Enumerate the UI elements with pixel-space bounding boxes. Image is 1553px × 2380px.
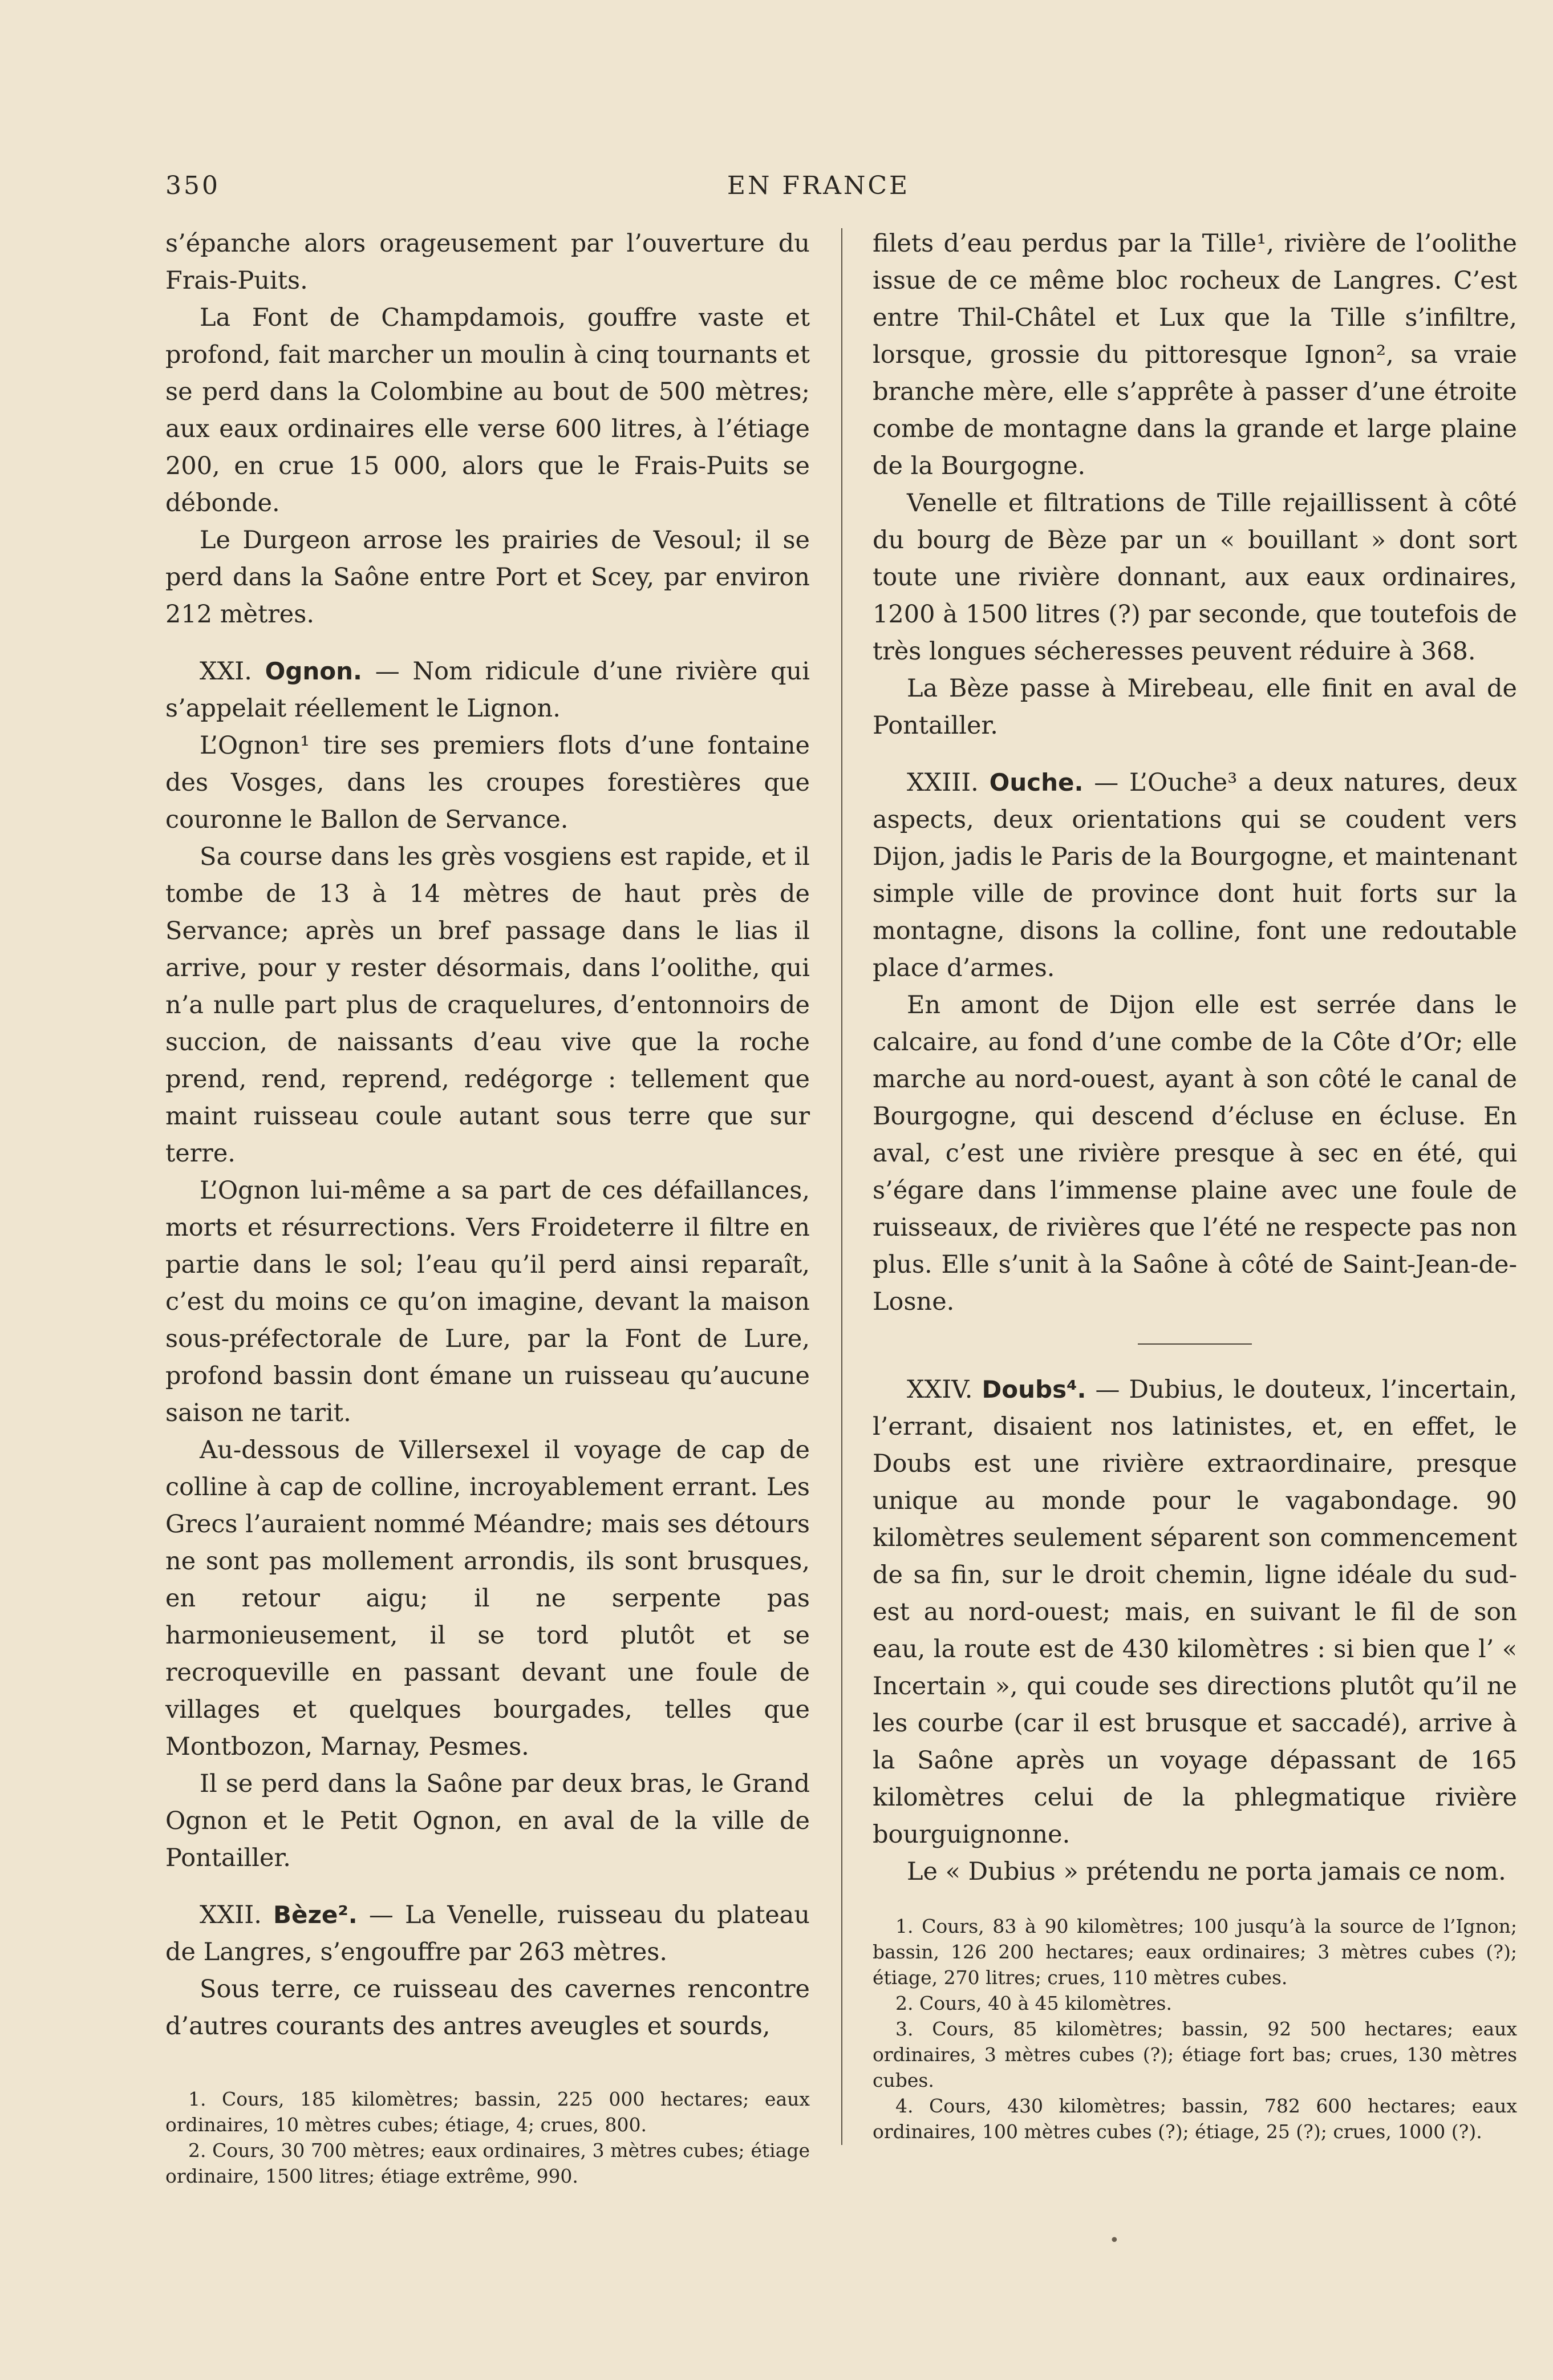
footnote: 2. Cours, 30 700 mètres; eaux ordinaires, 3 mètres cubes; étiage ordinaire, 1500 litres; étiage extrême, 990. [165,2139,810,2187]
paragraph: Venelle et filtrations de Tille rejaillissent à côté du bourg de Bèze par un « bouillant » dont sort toute une rivière donnant, aux eaux ordinaires, 1200 à 1500 litres (?) par seconde, que toutefois de très longues sécheresses peuvent réduire à 368. [873,489,1517,666]
footnote: 3. Cours, 85 kilomètres; bassin, 92 500 hectares; eaux ordinaires, 3 mètres cubes (?); étiage fort bas; crues, 130 mètres cubes. [873,2018,1517,2091]
section-title: Ognon. [265,657,363,685]
section-xxi [165,653,810,727]
section-number: XXIII. [907,768,979,797]
footnotes [873,1913,1517,2144]
section-text: — L’Ouche³ a deux natures, deux aspects, deux orientations qui se coudent vers Dijon, jadis le Paris de la Bourgogne, et maintenant simple ville de province dont huit forts sur la montagne, disons la colline, font une redoutable place d’armes. [873,768,1517,982]
paragraph: s’épanche alors orageusement par l’ouverture du Frais-Puits. [165,229,810,295]
section-number: XXII. [200,1901,262,1929]
section-text: — Dubius, le douteux, l’incertain, l’errant, disaient nos latinistes, et, en effet, le Doubs est une rivière extraordinaire, presque unique au monde pour le vagabondage. 90 kilomètres seulement séparent son commencement de sa fin, sur le droit chemin, ligne idéale du sud-est au nord-ouest; mais, en suivant le fil de son eau, la route est de 430 kilomètres : si bien que l’ « Incertain », qui coude ses directions plutôt qu’il ne les courbe (car il est brusque et saccadé), arrive à la Saône après un voyage dépassant de 165 kilomètres celui de la phlegmatique rivière bourguignonne. [873,1375,1518,1849]
section-xxiv [873,1371,1517,1853]
paragraph: L’Ognon¹ tire ses premiers flots d’une fontaine des Vosges, dans les croupes forestières que couronne le Ballon de Servance. [165,731,810,834]
section-title: Bèze². [273,1901,358,1929]
paragraph: En amont de Dijon elle est serrée dans le calcaire, au fond d’une combe de la Côte d’Or; elle marche au nord-ouest, ayant à son côté le canal de Bourgogne, qui descend d’écluse en écluse. En aval, c’est une rivière presque à sec en été, qui s’égare dans l’immense plaine avec une foule de ruisseaux, de rivières que l’été ne respecte pas non plus. Elle s’unit à la Saône à côté de Saint-Jean-de-Losne. [873,991,1517,1316]
section-text: — La Venelle, ruisseau du plateau de Langres, s’engouffre par 263 mètres. [165,1901,810,1966]
section-divider [1138,1343,1252,1345]
column-rule [841,228,842,2145]
paragraph: Le « Dubius » prétendu ne porta jamais ce nom. [907,1857,1506,1886]
page-header [165,171,1471,205]
paragraph: Il se perd dans la Saône par deux bras, le Grand Ognon et le Petit Ognon, en aval de la ville de Pontailler. [165,1770,810,1872]
footnote: 4. Cours, 430 kilomètres; bassin, 782 600 hectares; eaux ordinaires, 100 mètres cubes (?); étiage, 25 (?); crues, 1000 (?). [873,2095,1517,2143]
right-column [873,225,1517,2144]
paragraph: filets d’eau perdus par la Tille¹, rivière de l’oolithe issue de ce même bloc rocheux de Langres. C’est entre Thil-Châtel et Lux que la Tille s’infiltre, lorsque, grossie du pittoresque Ignon², sa vraie branche mère, elle s’apprête à passer d’une étroite combe de montagne dans la grande et large plaine de la Bourgogne. [873,229,1517,480]
section-title: Doubs⁴. [982,1375,1086,1403]
footnote: 2. Cours, 40 à 45 kilomètres. [895,1992,1172,2014]
running-title: EN FRANCE [727,171,910,200]
paragraph: L’Ognon lui-même a sa part de ces défaillances, morts et résurrections. Vers Froideterre il filtre en partie dans le sol; l’eau qu’il perd ainsi reparaît, c’est du moins ce qu’on imagine, devant la maison sous-préfectorale de Lure, par la Font de Lure, profond bassin dont émane un ruisseau qu’aucune saison ne tarit. [165,1176,810,1427]
section-xxiii [873,764,1517,987]
paragraph: Au-dessous de Villersexel il voyage de cap de colline à cap de colline, incroyablement errant. Les Grecs l’auraient nommé Méandre; mais ses détours ne sont pas mollement arrondis, ils sont brusques, en retour aigu; il ne serpente pas harmonieusement, il se tord plutôt et se recroqueville en passant devant une foule de villages et quelques bourgades, telles que Montbozon, Marnay, Pesmes. [165,1436,810,1761]
paragraph: La Bèze passe à Mirebeau, elle finit en aval de Pontailler. [873,674,1517,740]
paragraph: La Font de Champdamois, gouffre vaste et profond, fait marcher un moulin à cinq tournants et se perd dans la Colombine au bout de 500 mètres; aux eaux ordinaires elle verse 600 litres, à l’étiage 200, en crue 15 000, alors que le Frais-Puits se débonde. [165,303,810,517]
ink-mark: • [1109,2231,1120,2251]
left-column [165,225,810,2189]
footnotes [165,2086,810,2189]
section-title: Ouche. [989,768,1084,796]
footnote: 1. Cours, 185 kilomètres; bassin, 225 000 hectares; eaux ordinaires, 10 mètres cubes; étiage, 4; crues, 800. [165,2088,810,2136]
section-number: XXI. [200,657,252,686]
section-text: — Nom ridicule d’une rivière qui s’appelait réellement le Lignon. [165,657,810,723]
paragraph: Le Durgeon arrose les prairies de Vesoul; il se perd dans la Saône entre Port et Scey, par environ 212 mètres. [165,526,810,629]
paragraph: Sa course dans les grès vosgiens est rapide, et il tombe de 13 à 14 mètres de haut près de Servance; après un bref passage dans le lias il arrive, pour y rester désormais, dans l’oolithe, qui n’a nulle part plus de craquelures, d’entonnoirs de succion, de naissants d’eau vive que la roche prend, rend, reprend, redégorge : tellement que maint ruisseau coule autant sous terre que sur terre. [165,843,810,1168]
section-number: XXIV. [907,1375,973,1404]
paragraph: Sous terre, ce ruisseau des cavernes rencontre d’autres courants des antres aveugles et sourds, [165,1975,810,2041]
page-number: 350 [165,171,220,200]
footnote: 1. Cours, 83 à 90 kilomètres; 100 jusqu’à la source de l’Ignon; bassin, 126 200 hectares; eaux ordinaires; 3 mètres cubes (?); étiage, 270 litres; crues, 110 mètres cubes. [873,1915,1517,1989]
section-xxii [165,1896,810,1971]
